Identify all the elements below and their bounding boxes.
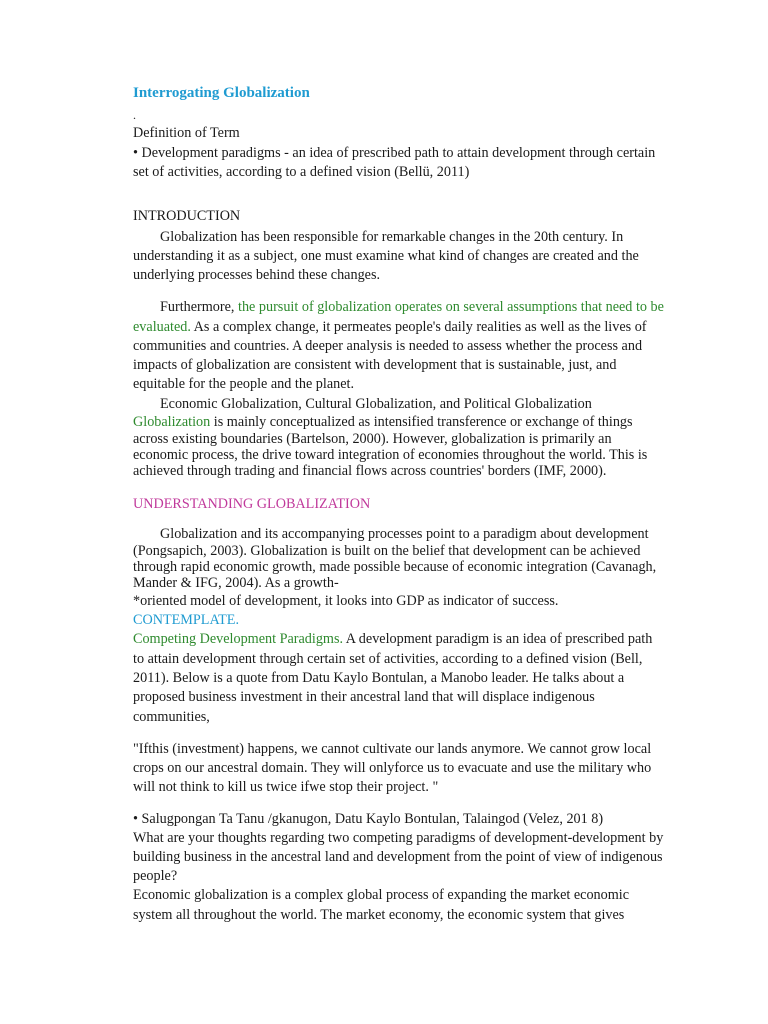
intro-p2-highlight-2: evaluated. — [133, 319, 191, 335]
economic-line-1: Economic globalization is a complex global process of expanding the market economic — [133, 887, 630, 903]
contemplate-line-2: to attain development through certain set of activities, according to a defined vision (Bell, — [133, 651, 643, 667]
intro-p2-line-3: communities and countries. A deeper analysis is needed to assess whether the process and — [133, 338, 643, 354]
intro-p1-line-1: Globalization has been responsible for remarkable changes in the 20th century. In — [160, 229, 624, 245]
question-line-2: building business in the ancestral land and development from the point of view of indigenous — [133, 849, 663, 865]
contemplate-line-3: 2011). Below is a quote from Datu Kaylo Bontulan, a Manobo leader. He talks about a — [133, 670, 625, 686]
globalization-term: Globalization — [133, 414, 211, 430]
understanding-heading: UNDERSTANDING GLOBALIZATION — [133, 496, 371, 512]
globalization-def-rest: is mainly conceptualized as intensified transference or exchange of things — [213, 414, 633, 430]
understanding-line-1: Globalization and its accompanying processes point to a paradigm about development — [160, 526, 649, 542]
intro-p2-line-2 — [133, 318, 647, 336]
globalization-def-line-4: achieved through trading and financial flows across countries' borders (IMF, 2000). — [133, 463, 607, 479]
intro-p2-line-1 — [160, 298, 664, 316]
definition-line-1: • Development paradigms - an idea of prescribed path to attain development through certain — [133, 145, 656, 161]
intro-p2-line-5: equitable for the people and the planet. — [133, 376, 355, 392]
contemplate-line-1 — [133, 630, 652, 648]
economic-line-2: system all throughout the world. The market economy, the economic system that gives — [133, 907, 625, 923]
globalization-def-line-1 — [133, 413, 633, 431]
contemplate-line-5: communities, — [133, 709, 210, 725]
intro-p2-line-4: impacts of globalization are consistent with development that is sustainable, just, and — [133, 357, 617, 373]
intro-p2-lead: Furthermore, — [160, 299, 235, 315]
intro-p2-rest: As a complex change, it permeates people's daily realities as well as the lives of — [193, 319, 647, 335]
understanding-line-2: (Pongsapich, 2003). Globalization is built on the belief that development can be achieved — [133, 543, 641, 559]
page-title: Interrogating Globalization — [133, 85, 310, 101]
understanding-line-4: Mander & IFG, 2004). As a growth- — [133, 575, 339, 591]
globalization-def-line-2: across existing boundaries (Bartelson, 2000). However, globalization is primarily an — [133, 431, 612, 447]
quote-line-2: crops on our ancestral domain. They will onlyforce us to evacuate and use the military who — [133, 760, 652, 776]
understanding-line-5: *oriented model of development, it looks into GDP as indicator of success. — [133, 593, 559, 609]
contemplate-heading: CONTEMPLATE. — [133, 612, 240, 628]
definition-heading: Definition of Term — [133, 125, 240, 141]
question-line-3: people? — [133, 868, 178, 884]
intro-p2-highlight-1: the pursuit of globalization operates on several assumptions that need to be — [238, 299, 664, 315]
contemplate-line-4: proposed business investment in their ancestral land that will displace indigenous — [133, 689, 595, 705]
globalization-types: Economic Globalization, Cultural Globalization, and Political Globalization — [160, 396, 592, 412]
question-line-1: What are your thoughts regarding two competing paradigms of development-development by — [133, 830, 664, 846]
understanding-line-3: through rapid economic growth, made possible because of economic integration (Cavanagh, — [133, 559, 657, 575]
contemplate-lead-rest: A development paradigm is an idea of prescribed path — [345, 631, 653, 647]
definition-line-2: set of activities, according to a defined vision (Bellü, 2011) — [133, 164, 470, 180]
stray-dot: . — [133, 108, 136, 122]
competing-paradigms-term: Competing Development Paradigms. — [133, 631, 344, 647]
globalization-def-line-3: economic process, the drive toward integration of economies throughout the world. This is — [133, 447, 648, 463]
intro-p1-line-3: underlying processes behind these changes. — [133, 267, 381, 283]
quote-line-1: "Ifthis (investment) happens, we cannot cultivate our lands anymore. We cannot grow local — [133, 741, 652, 757]
intro-p1-line-2: understanding it as a subject, one must examine what kind of changes are created and the — [133, 248, 639, 264]
intro-heading: INTRODUCTION — [133, 208, 241, 224]
quote-line-3: will not think to kill us twice ifwe stop their project. " — [133, 779, 439, 795]
quote-attribution: • Salugpongan Ta Tanu /gkanugon, Datu Kaylo Bontulan, Talaingod (Velez, 201 8) — [133, 811, 604, 827]
